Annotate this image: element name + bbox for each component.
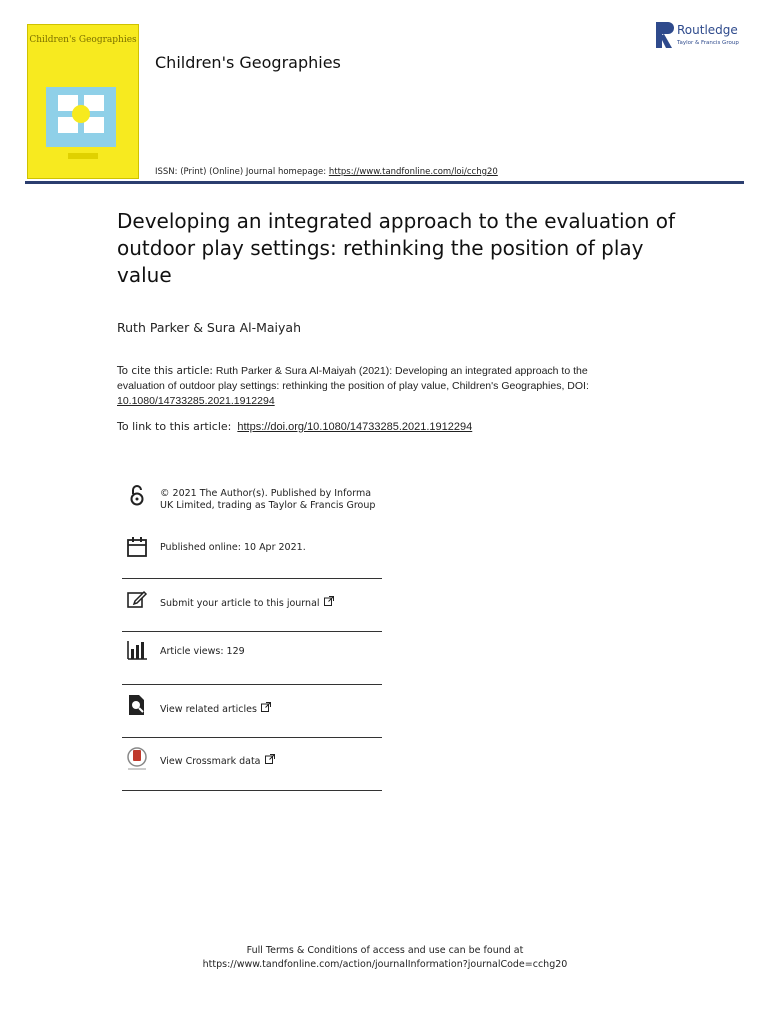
publisher-subtitle: Taylor & Francis Group — [677, 40, 739, 46]
divider — [122, 790, 382, 791]
footer — [0, 944, 770, 972]
license-text: © 2021 The Author(s). Published by Informa UK Limited, trading as Taylor & Francis Group — [160, 488, 376, 511]
bar-chart-icon — [126, 639, 148, 661]
article-doi-link[interactable]: https://doi.org/10.1080/14733285.2021.1912294 — [237, 421, 473, 433]
crossmark-icon — [124, 746, 150, 772]
publisher-name: Routledge — [677, 23, 738, 37]
divider — [122, 631, 382, 632]
edit-icon — [126, 588, 148, 610]
license-row — [122, 482, 382, 532]
related-label: View related articles — [160, 704, 257, 715]
published-date: Published online: 10 Apr 2021. — [160, 542, 306, 553]
footer-terms-link[interactable]: https://www.tandfonline.com/action/journalInformation?journalCode=cchg20 — [202, 959, 568, 970]
published-row — [122, 534, 382, 574]
crossmark-label: View Crossmark data — [160, 756, 261, 767]
calendar-icon — [126, 536, 148, 558]
issn-prefix: ISSN: (Print) (Online) Journal homepage: — [155, 167, 329, 177]
crossmark-link[interactable] — [160, 754, 275, 768]
cite-label: To cite this article: — [117, 365, 213, 377]
crossmark-row[interactable] — [122, 744, 382, 784]
link-label: To link to this article: — [117, 420, 232, 433]
external-link-icon — [261, 702, 271, 712]
article-authors: Ruth Parker & Sura Al-Maiyah — [117, 320, 301, 335]
related-articles-link[interactable] — [160, 702, 271, 716]
divider — [122, 684, 382, 685]
journal-homepage-link[interactable]: https://www.tandfonline.com/loi/cchg20 — [328, 167, 498, 177]
search-document-icon — [126, 694, 148, 716]
external-link-icon — [324, 596, 334, 606]
article-title: Developing an integrated approach to the evaluation of outdoor play settings: rethinking the position of play value — [117, 209, 676, 287]
cover-title: Children's Geographies — [29, 35, 137, 45]
submit-article-link[interactable] — [160, 596, 334, 610]
divider — [122, 737, 382, 738]
routledge-logo-icon — [654, 20, 674, 50]
open-access-icon — [126, 484, 148, 506]
related-row[interactable] — [122, 692, 382, 732]
cover-artwork — [28, 25, 138, 178]
journal-name[interactable]: Children's Geographies — [155, 53, 341, 72]
article-views[interactable]: Article views: 129 — [160, 646, 245, 657]
cite-text: Ruth Parker & Sura Al-Maiyah (2021): Developing an integrated approach to the evaluation of outdoor play settings: rethinking the position of play value, Children's Geographies, DOI: — [117, 365, 589, 392]
issn-line — [155, 167, 498, 177]
views-row[interactable] — [122, 638, 382, 678]
citation-block — [117, 364, 637, 409]
journal-cover-image — [27, 24, 139, 179]
submit-label: Submit your article to this journal — [160, 598, 320, 609]
header-divider — [25, 181, 744, 184]
article-link-line — [117, 420, 472, 433]
cite-doi-link[interactable]: 10.1080/14733285.2021.1912294 — [117, 395, 275, 407]
external-link-icon — [265, 754, 275, 764]
divider — [122, 578, 382, 579]
footer-terms: Full Terms & Conditions of access and use can be found at — [246, 945, 524, 956]
submit-row[interactable] — [122, 586, 382, 626]
